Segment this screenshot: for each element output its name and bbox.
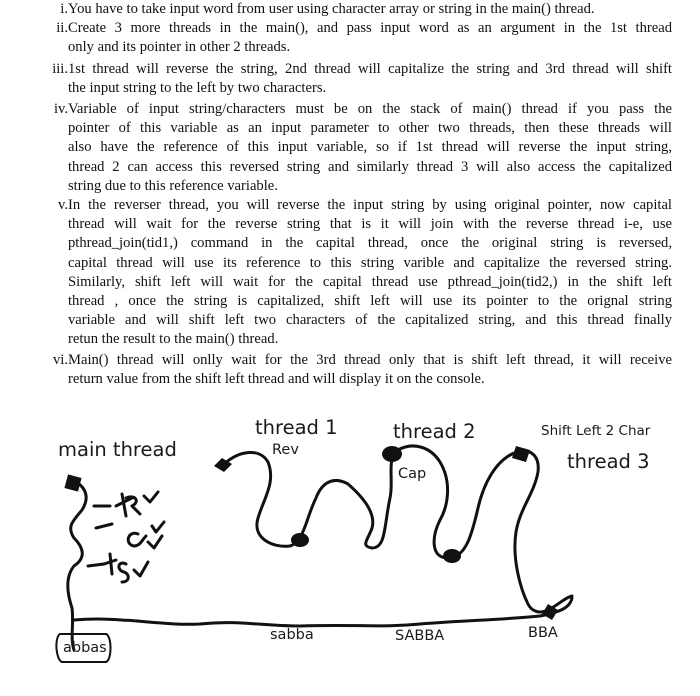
thread1-sub-label: Rev: [272, 442, 299, 458]
requirement-item: [0, 60, 700, 98]
requirement-line: pthread_join(tid1,) command in the capital thread, once the original string is reversed,: [68, 235, 672, 252]
hand-note-R: [116, 492, 158, 516]
thread1-path: [224, 452, 348, 546]
requirement-line: 1st thread will reverse the string, 2nd thread will capitalize the string and 3rd thread will shift: [68, 61, 672, 77]
requirement-number: iv.: [53, 101, 68, 117]
requirement-line: Create 3 more threads in the main(), and pass input word as an argument in the 1st thread: [68, 20, 672, 36]
hand-note-S: [104, 554, 148, 582]
thread1-label: thread 1: [255, 416, 338, 439]
blob-thread2-entry: [382, 446, 402, 462]
blob-thread2-exit: [443, 549, 461, 563]
requirement-line: Variable of input string/characters must be on the stack of main() thread if you pass the: [68, 101, 672, 117]
main-thread-line: [68, 480, 86, 650]
requirement-item: [0, 0, 700, 19]
requirement-line: In the reverser thread, you will reverse the input string by using original pointer, now capital: [68, 197, 672, 213]
requirement-text: [68, 351, 672, 389]
thread2-path: [348, 446, 512, 558]
requirement-item: [0, 100, 700, 196]
requirement-item: [0, 19, 700, 57]
hand-note-C: [128, 522, 164, 548]
requirement-line: capital thread will use its reference to this string varible and capitalize the reversed string.: [68, 254, 672, 271]
requirement-line: also have the reference of this input variable, so if 1st thread will reverse the input string,: [68, 139, 672, 156]
requirement-item: [0, 196, 700, 350]
requirement-number: vi.: [53, 352, 68, 368]
requirement-line: Similarly, shift left will wait for the capital thread use pthread_join(tid2,) in the shift left: [68, 273, 672, 290]
requirement-text: [68, 100, 672, 196]
requirement-line: return value from the shift left thread and will display it on the console.: [68, 371, 485, 388]
blob-start: [64, 474, 81, 491]
requirement-number: iii.: [52, 61, 68, 77]
requirement-text: [68, 60, 672, 98]
thread2-label: thread 2: [393, 420, 476, 443]
requirement-text: [68, 19, 672, 57]
input-word-label: abbas: [63, 640, 107, 656]
thread3-label: thread 3: [567, 450, 650, 473]
thread-diagram: [0, 398, 700, 696]
requirement-text: [68, 0, 672, 19]
thread2-sub-label: Cap: [398, 466, 427, 482]
requirement-text: [68, 196, 672, 350]
requirement-number: ii.: [56, 20, 68, 36]
value-after-cap: SABBA: [395, 628, 445, 644]
requirement-line: thread 2 can access this reversed string and similarly thread 3 will also access the capitalized: [68, 158, 672, 175]
requirement-line: pointer of this variable as an input parameter to other two threads, then these threads will: [68, 120, 672, 137]
requirement-line: thread , once the string is capitalized, shift left will use its pointer to the orignal string: [68, 293, 672, 310]
blob-thread3-entry: [512, 446, 530, 462]
main-thread-label: main thread: [58, 438, 177, 461]
requirement-line: only and its pointer in other 2 threads.: [68, 39, 291, 56]
thread3-path: [512, 451, 548, 612]
value-after-rev: sabba: [270, 627, 314, 643]
thread3-top-label: Shift Left 2 Char: [541, 423, 651, 439]
return-path-line: [74, 598, 572, 626]
requirement-line: the input string to the left by two characters.: [68, 80, 327, 97]
requirement-line: Main() thread will onlly wait for the 3rd thread only that is shift left thread, it will receive: [68, 352, 672, 368]
requirement-line: string due to this reference variable.: [68, 177, 278, 194]
requirement-item: [0, 351, 700, 389]
requirement-line: thread will wait for the reverse string that is it will join with the reverse thread i-e, use: [68, 216, 672, 233]
requirement-number: i.: [60, 1, 68, 17]
requirement-line: retun the result to the main() thread.: [68, 331, 279, 348]
requirement-line: You have to take input word from user using character array or string in the main() thread.: [68, 1, 595, 17]
requirement-number: v.: [58, 197, 68, 213]
blob-thread1-exit: [291, 533, 309, 547]
value-after-shift: BBA: [528, 625, 558, 641]
requirement-line: variable and will shift left two characters of the capitalized string, and this thread finally: [68, 312, 672, 329]
